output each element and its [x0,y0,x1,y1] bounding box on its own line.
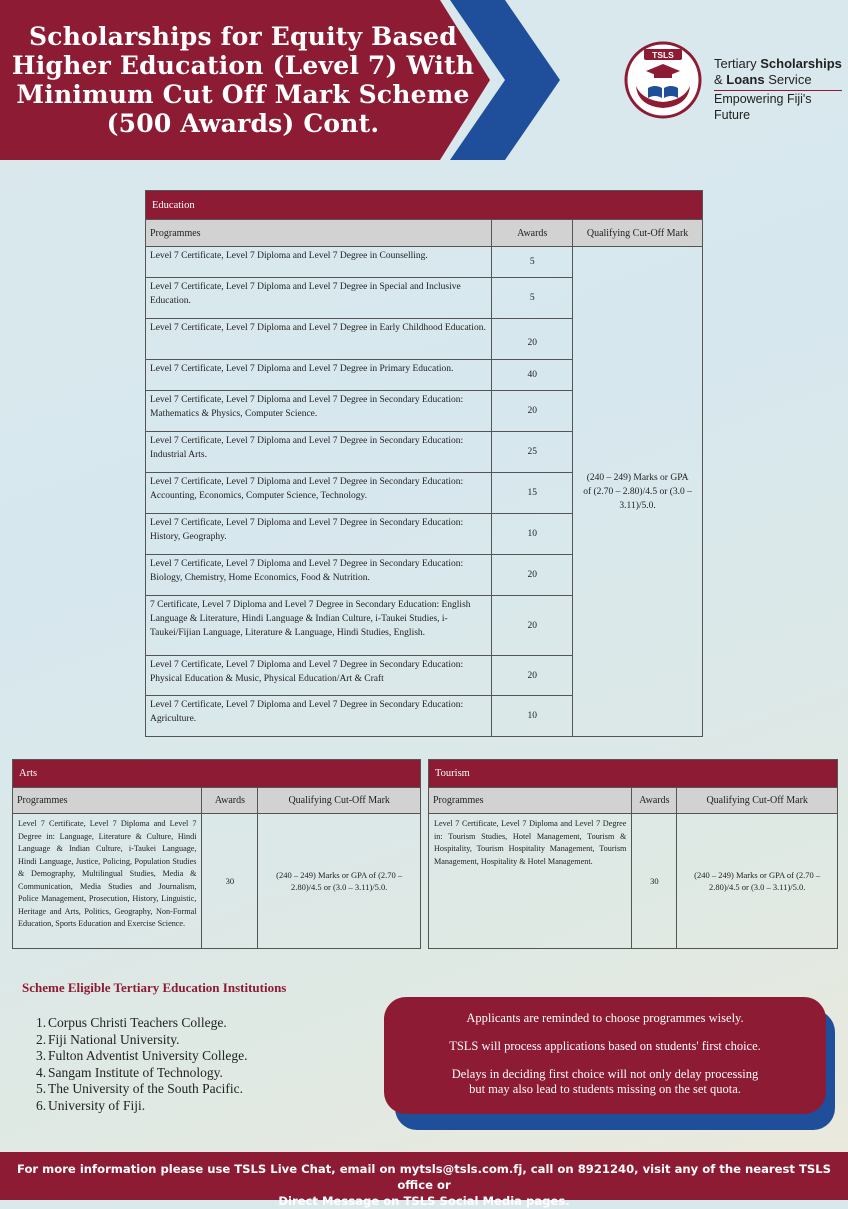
col-mark: Qualifying Cut-Off Mark [573,220,703,247]
institution-name: Sangam Institute of Technology. [48,1064,223,1080]
education-table [145,190,703,737]
logo-tagline: Empowering Fiji's Future [714,90,842,123]
programme-cell: Level 7 Certificate, Level 7 Diploma and Level 7 Degree in Secondary Education: Agriculture. [146,696,492,737]
table-row [429,814,838,949]
awards-cell: 20 [492,391,573,432]
arts-title: Arts [13,760,421,788]
awards-cell: 20 [492,656,573,696]
awards-cell: 5 [492,278,573,319]
list-item: 2. Fiji National University. [36,1031,180,1047]
institution-name: The University of the South Pacific. [48,1081,243,1096]
col-awards: Awards [202,788,258,814]
programme-cell: Level 7 Certificate, Level 7 Diploma and Level 7 Degree in Special and Inclusive Education. [146,278,492,319]
col-mark: Qualifying Cut-Off Mark [677,788,838,814]
arts-table [12,759,421,949]
programme-cell: Level 7 Certificate, Level 7 Diploma and Level 7 Degree in Secondary Education: Physical Education & Music, Physical Education/Art & Craft [146,656,492,696]
tourism-title: Tourism [429,760,838,788]
institution-name: Fiji National University. [48,1031,180,1047]
col-programmes: Programmes [13,788,202,814]
programme-cell: Level 7 Certificate, Level 7 Diploma and Level 7 Degree in Counselling. [146,247,492,278]
cutoff-mark-cell: (240 – 249) Marks or GPA of (2.70 – 2.80)/4.5 or (3.0 – 3.11)/5.0. [573,247,703,737]
logo-text-part: Scholarships [760,56,842,71]
cutoff-mark-cell: (240 – 249) Marks or GPA of (2.70 – 2.80)/4.5 or (3.0 – 3.11)/5.0. [677,814,838,949]
list-item: 1. Corpus Christi Teachers College. [36,1015,227,1030]
title-line: Higher Education (Level 7) With [11,51,475,80]
notice-text-line: Delays in deciding first choice will not only delay processing [451,1067,759,1081]
awards-cell: 15 [492,473,573,514]
institution-name: University of Fiji. [48,1097,146,1113]
logo-badge-text: TSLS [652,50,674,60]
programme-cell: Level 7 Certificate, Level 7 Diploma and Level 7 Degree in: Language, Literature & Culture, Hindi Language & Indian Culture, i-Taukei Language, Hindi Language, Justice, Policing, Population Studies & Demography, Multilingual Studies, Media & Communication, Media Studies and Journalism, Police Management, Prosecution, History, Linguistic, Heritage and Arts, Politics, Geography, Non-Formal Education, Sports Education and Exercise Science. [13,814,202,949]
awards-cell: 20 [492,596,573,656]
col-awards: Awards [492,220,573,247]
page-title [8,22,478,138]
table-row [146,247,703,278]
footer-line: Direct Message on TSLS Social Media pages. [278,1194,570,1208]
programme-cell: Level 7 Certificate, Level 7 Diploma and Level 7 Degree in Secondary Education: Mathematics & Physics, Computer Science. [146,391,492,432]
programme-cell: Level 7 Certificate, Level 7 Diploma and Level 7 Degree in Secondary Education: History, Geography. [146,514,492,555]
col-programmes: Programmes [146,220,492,247]
institutions-title: Scheme Eligible Tertiary Education Institutions [22,980,287,995]
institutions-list [36,1015,248,1114]
footer-line: For more information please use TSLS Live Chat, email on mytsls@tsls.com.fj, call on 8921240, visit any of the nearest TSLS office or [17,1162,831,1192]
programme-cell: Level 7 Certificate, Level 7 Diploma and Level 7 Degree in Secondary Education: Industrial Arts. [146,432,492,473]
table-row [13,814,421,949]
logo-line-2 [714,72,842,88]
col-awards: Awards [632,788,677,814]
awards-cell: 25 [492,432,573,473]
awards-cell: 20 [492,319,573,360]
programme-cell: Level 7 Certificate, Level 7 Diploma and Level 7 Degree in Early Childhood Education. [146,319,492,360]
logo-line-1 [714,56,842,72]
awards-cell: 5 [492,247,573,278]
programme-cell: Level 7 Certificate, Level 7 Diploma and Level 7 Degree in Secondary Education: Biology, Chemistry, Home Economics, Food & Nutrition. [146,555,492,596]
programme-cell: Level 7 Certificate, Level 7 Diploma and Level 7 Degree in Secondary Education: Accounting, Economics, Computer Science, Technology. [146,473,492,514]
awards-cell: 10 [492,514,573,555]
col-mark: Qualifying Cut-Off Mark [258,788,421,814]
logo-text [714,56,842,123]
tsls-logo [622,40,842,120]
awards-cell: 10 [492,696,573,737]
cutoff-mark-cell: (240 – 249) Marks or GPA of (2.70 – 2.80)/4.5 or (3.0 – 3.11)/5.0. [258,814,421,949]
title-line: (500 Awards) Cont. [106,109,380,138]
programme-cell: Level 7 Certificate, Level 7 Diploma and Level 7 Degree in Primary Education. [146,360,492,391]
header-banner [0,0,848,160]
programme-cell: 7 Certificate, Level 7 Diploma and Level 7 Degree in Secondary Education: English Language & Literature, Hindi Language & Indian Culture, i-Taukei Studies, i-Taukei/Fijian Language, Literature & Language, Hindi Studies, English. [146,596,492,656]
logo-emblem-icon [622,40,704,120]
awards-cell: 30 [632,814,677,949]
title-line: Minimum Cut Off Mark Scheme [16,80,470,109]
institution-name: Fulton Adventist University College. [48,1048,248,1063]
logo-text-part: & [714,72,727,87]
list-item: 3. Fulton Adventist University College. [36,1048,248,1063]
title-line: Scholarships for Equity Based [29,22,457,51]
logo-text-part: Loans [726,72,765,87]
list-item: 6. University of Fiji. [36,1097,146,1113]
list-item: 4. Sangam Institute of Technology. [36,1064,223,1080]
logo-text-part: Tertiary [714,56,761,71]
logo-text-part: Service [764,72,812,87]
col-programmes: Programmes [429,788,632,814]
awards-cell: 20 [492,555,573,596]
programme-cell: Level 7 Certificate, Level 7 Diploma and Level 7 Degree in: Tourism Studies, Hotel Management, Tourism & Hospitality, Tourism Hospitality Management, Tourism Management, Hospitality & Hotel Management. [429,814,632,949]
notice-text-line: but may also lead to students missing on the set quota. [469,1082,741,1096]
awards-cell: 40 [492,360,573,391]
institution-name: Corpus Christi Teachers College. [48,1015,227,1030]
notice-text [384,1067,826,1097]
notice-box [384,997,826,1114]
awards-cell: 30 [202,814,258,949]
education-title: Education [146,191,703,220]
footer [0,1152,848,1208]
tourism-table [428,759,838,949]
list-item: 5. The University of the South Pacific. [36,1081,243,1096]
notice-text: Applicants are reminded to choose programmes wisely. [466,1011,744,1025]
notice-text: TSLS will process applications based on students' first choice. [449,1039,761,1053]
